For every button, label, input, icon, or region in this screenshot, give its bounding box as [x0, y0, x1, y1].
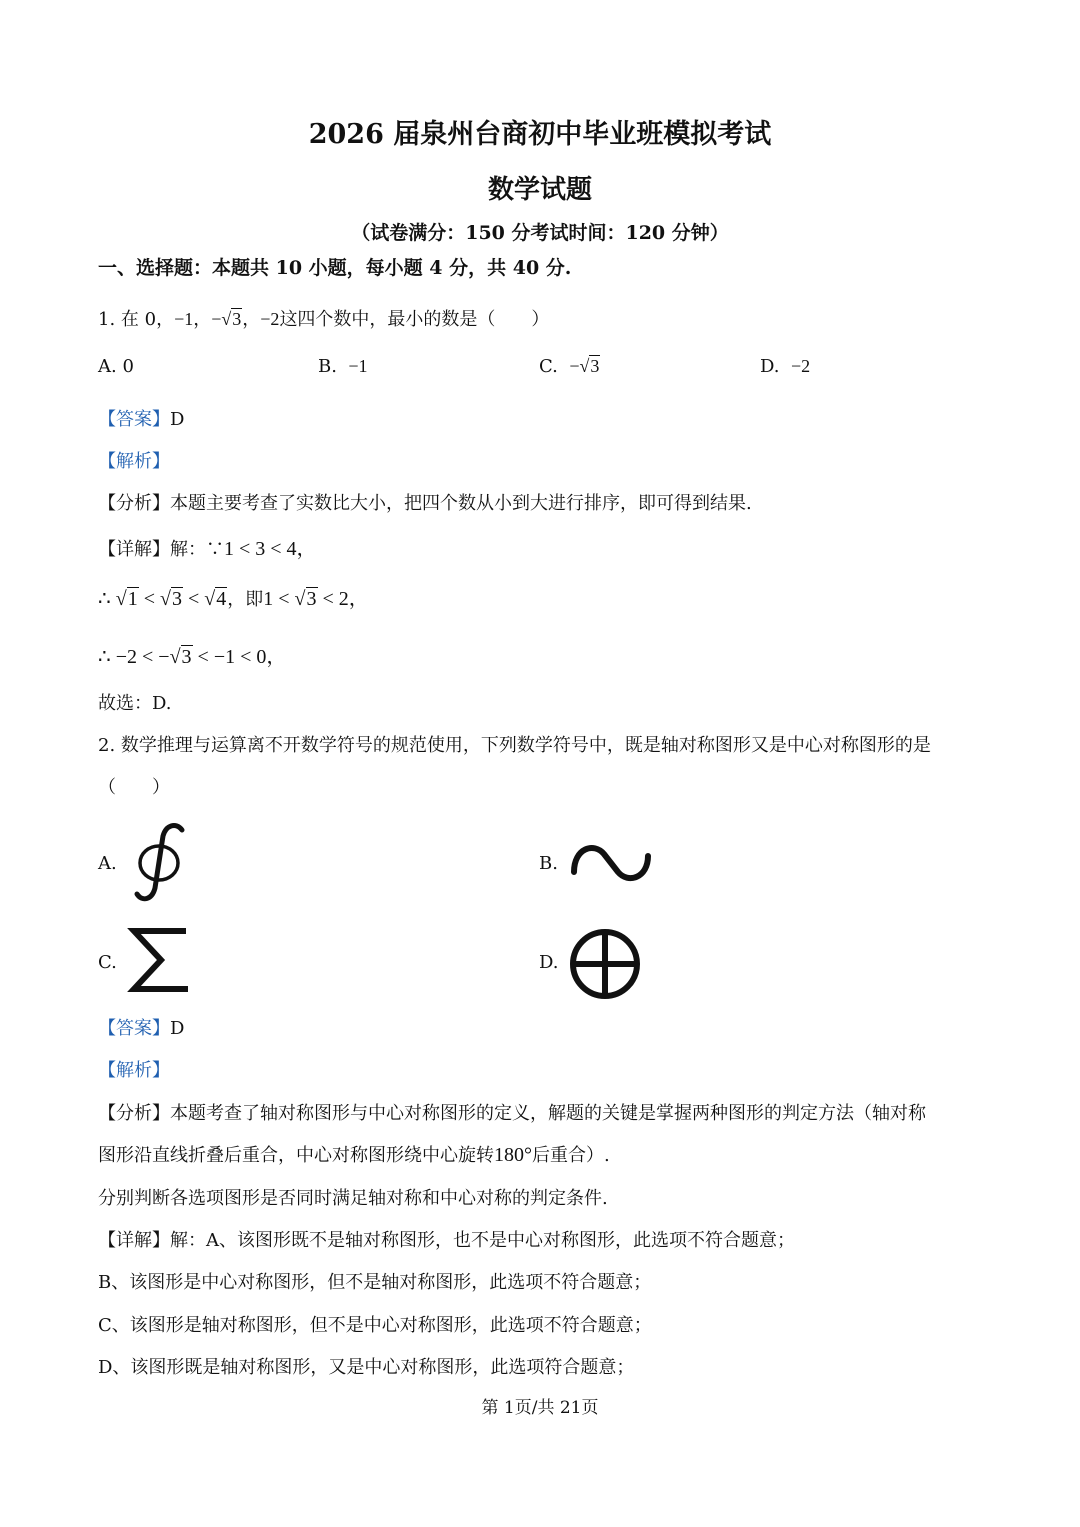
- subject-title: 数学试题: [487, 175, 592, 205]
- q2-analysis-cont: 图形沿直线折叠后重合，中心对称图形绕中心旋转180°后重合）.: [98, 1144, 610, 1166]
- q1-detail-line2: ∴ √1 < √3 < √4，即1 < √3 < 2，: [98, 588, 369, 610]
- q2-analysis-line3: 分别判断各选项图形是否同时满足轴对称和中心对称的判定条件.: [98, 1188, 608, 1209]
- q2-option-d-label: D.: [539, 952, 559, 973]
- q1-answer: 【答案】D: [98, 409, 185, 430]
- circled-plus-icon: [568, 927, 642, 1001]
- q1-detail-line3: ∴ −2 < −√3 < −1 < 0，: [98, 646, 287, 668]
- q1-number-negsqrt3: −√3: [211, 309, 242, 329]
- q2-stem: 2. 数学推理与运算离不开数学符号的规范使用，下列数学符号中，既是轴对称图形又是中心对称图形的是: [98, 735, 931, 756]
- q1-stem-suffix: 这四个数中，最小的数是（ ）: [279, 309, 550, 330]
- tilde-curve-icon: [568, 838, 654, 888]
- q2-option-c-label: C.: [98, 952, 117, 973]
- q1-detail: 【详解】解：∵1 < 3 < 4，: [98, 538, 317, 560]
- q2-detail-b: B、该图形是中心对称图形，但不是轴对称图形，此选项不符合题意；: [98, 1272, 652, 1293]
- q1-stem-prefix: 1. 在 0，: [98, 309, 175, 330]
- q2-analysis: 【分析】本题考查了轴对称图形与中心对称图形的定义，解题的关键是掌握两种图形的判定方法（轴对称: [98, 1103, 926, 1124]
- exam-info: （试卷满分：150 分考试时间：120 分钟）: [351, 222, 729, 244]
- q1-analysis: 【分析】本题主要考查了实数比大小，把四个数从小到大进行排序，即可得到结果.: [98, 493, 752, 514]
- q1-conclusion: 故选：D.: [98, 693, 172, 714]
- q1-option-c: C. −√3: [539, 356, 600, 377]
- q1-option-d: D. −2: [760, 356, 811, 377]
- q1-stem: 1. 在 0，−1，−√3，−2这四个数中，最小的数是（ ）: [98, 309, 550, 330]
- contour-integral-icon: [130, 822, 192, 904]
- q2-detail-d: D、该图形既是轴对称图形，又是中心对称图形，此选项符合题意；: [98, 1357, 635, 1378]
- q1-number-neg1: −1，: [174, 309, 212, 329]
- q2-detail-c: C、该图形是轴对称图形，但不是中心对称图形，此选项不符合题意；: [98, 1315, 652, 1336]
- q1-option-a: A. 0: [98, 356, 134, 377]
- q2-option-b-label: B.: [539, 853, 558, 874]
- q2-answer: 【答案】D: [98, 1018, 185, 1039]
- q2-option-a-label: A.: [98, 853, 117, 874]
- q2-detail-a: 【详解】解：A、该图形既不是轴对称图形，也不是中心对称图形，此选项不符合题意；: [98, 1230, 795, 1251]
- q1-number-neg2: −2: [260, 309, 280, 329]
- q2-analysis-tag: 【解析】: [98, 1060, 170, 1081]
- q1-option-b: B. −1: [318, 356, 368, 377]
- exam-title: 2026 届泉州台商初中毕业班模拟考试: [308, 119, 772, 150]
- q2-paren: （ ）: [98, 777, 170, 798]
- q1-analysis-tag: 【解析】: [98, 451, 170, 472]
- page-footer: 第 1页/共 21页: [481, 1398, 599, 1418]
- section-heading: 一、选择题：本题共 10 小题，每小题 4 分，共 40 分.: [98, 257, 572, 279]
- sigma-icon: [128, 925, 192, 995]
